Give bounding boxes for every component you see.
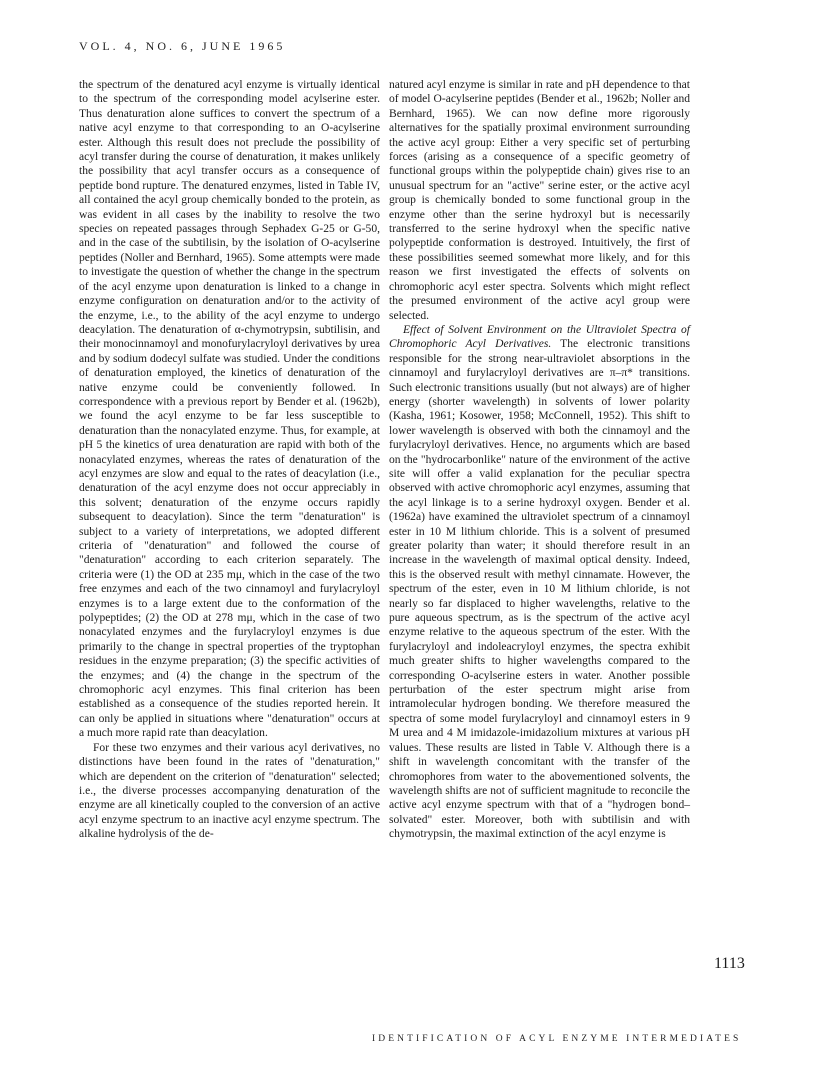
running-head-text: VOL. 4, NO. 6, JUNE 1965 — [79, 39, 286, 53]
running-head — [79, 39, 285, 54]
running-foot: IDENTIFICATION OF ACYL ENZYME INTERMEDIATES — [372, 1034, 742, 1044]
left-paragraph-2: For these two enzymes and their various acyl derivatives, no distinctions have been found in the rates of "denaturation," which are dependent on the criterion of "denaturation" selected; i.e., the diverse processes accompanying denaturation of the enzyme are all kinetically coupled to the conversion of an active acyl enzyme spectrum to an inactive acyl enzyme spectrum. The alkaline hydrolysis of the de- — [79, 741, 380, 841]
page-number: 1113 — [714, 955, 745, 972]
right-paragraph-1: natured acyl enzyme is similar in rate and pH dependence to that of model O-acylserine peptides (Bender et al., 1962b; Noller and Bernhard, 1965). We can now define more rigorously alternatives for the spatially proximal environment surrounding the active acyl group: Either a very specific set of perturbing forces (arising as a consequence of a specific geometry of functional groups within the polypeptide chain) gives rise to an unusual spectrum for an "active" serine ester, or the active acyl group is chemically bonded to some functional group in the enzyme other than the serine hydroxyl but is necessarily transferred to the serine hydroxyl when the specific native polypeptide conformation is destroyed. Intuitively, the first of these possibilities seemed somewhat more likely, and for this reason we first investigated the effects of solvents on chromophoric acyl ester spectra. Solvents which might reflect the presumed environment of the active acyl group were selected. — [389, 79, 690, 322]
right-column — [389, 78, 690, 842]
right-paragraph-2 — [389, 323, 690, 842]
left-column — [79, 78, 380, 842]
left-paragraph-1: the spectrum of the denatured acyl enzyme is virtually identical to the spectrum of the corresponding model acylserine ester. Thus denaturation alone suffices to convert the spectrum of a native acyl enzyme to that corresponding to an O-acylserine ester. Although this result does not preclude the possibility of acyl transfer during the course of denaturation, it makes unlikely the possibility that acyl transfer occurs as a consequence of peptide bond rupture. The denatured enzymes, listed in Table IV, all contained the acyl group chemically bonded to the protein, as was evident in all cases by the inability to resolve the two species on repeated passages through Sephadex G-25 or G-50, and in the case of the subtilisin, by the isolation of O-acylserine peptides (Noller and Bernhard, 1965). Some attempts were made to investigate the question of whether the change in the spectrum of the acyl enzyme upon denaturation is linked to a change in enzyme configuration on denaturation and/or to the activity of the enzyme, i.e., to the ability of the acyl enzyme to undergo deacylation. The denaturation of α-chymotrypsin, subtilisin, and their monocinnamoyl and monofurylacryloyl derivatives by urea and by sodium dodecyl sulfate was studied. Under the conditions of denaturation employed, the kinetics of denaturation of the native enzyme could be conveniently followed. In correspondence with a previous report by Bender et al. (1962b), we found the acyl enzyme to be far less susceptible to denaturation than the nonacylated enzyme. Thus, for example, at pH 5 the kinetics of urea denaturation are rapid with both of the nonacylated enzymes, whereas the rates of denaturation of the acyl enzymes are slow and equal to the rates of deacylation (i.e., denaturation of the acyl enzyme does not occur appreciably in this solvent; denaturation of the enzyme occurs rapidly subsequent to deacylation). Since the term "denaturation" is subject to a variety of interpretations, we adopted different criteria of "denaturation" and followed the course of "denaturation" according to each criterion separately. The criteria were (1) the OD at 235 mμ, which in the case of the two free enzymes and each of the two cinnamoyl and furylacryloyl enzymes is to a large extent due to the conformation of the polypeptides; (2) the OD at 278 mμ, which in the case of two nonacylated enzymes and the furylacryloyl enzymes is due primarily to the change in spectral properties of the tryptophan residues in the enzyme preparation; (3) the specific activities of the enzymes; and (4) the change in the spectrum of the chromophoric acyl enzymes. This final criterion has been established as a consequence of the studies reported herein. It can only be applied in situations where "denaturation" occurs at a much more rapid rate than deacylation. — [79, 79, 380, 740]
section-heading: Effect of Solvent Environment on the Ultraviolet Spectra of Chromophoric Acyl Derivatives. — [389, 323, 690, 351]
right-paragraph-2-body: The electronic transitions responsible for the strong near-ultraviolet absorptions in the cinnamoyl and furylacryloyl derivatives are π–π* transitions. Such electronic transitions usually (but not always) are of higher energy (shorter wavelength) in solvents of lower polarity (Kasha, 1961; Kosower, 1958; McConnell, 1952). This shift to lower wavelength is observed with both the cinnamoyl and the furylacryloyl derivatives. Hence, no arguments which are based on the "hydrocarbonlike" nature of the environment of the active site will offer a valid explanation for the peculiar spectra observed with active chromophoric acyl enzymes, assuming that the acyl linkage is to a serine hydroxyl oxygen. Bender et al. (1962a) have examined the ultraviolet spectrum of a cinnamoyl ester in 10 M lithium chloride. This is a solvent of presumed greater polarity than water; it should therefore result in an increase in the wavelength of maximal optical density. Indeed, this is the observed result with methyl cinnamate. However, the spectrum of the ester, even in 10 M lithium chloride, is not nearly so far displaced to higher wavelengths, relative to the pure aqueous spectrum, as is the spectrum of the active acyl enzyme relative to the aqueous spectrum of the ester. With the furylacryloyl and indoleacryloyl enzymes, the spectra exhibit much greater shifts to higher wavelengths compared to the corresponding O-acylserine esters in water. Another possible perturbation of the ester spectrum might arise from intramolecular hydrogen bonding. We therefore measured the spectra of some model furylacryloyl and cinnamoyl esters in 9 M urea and 4 M imidazole-imidazolium mixtures at various pH values. These results are listed in Table V. Although there is a shift in wavelength concomitant with the transfer of the chromophores from water to the abovementioned solvents, the wavelength shifts are not of sufficient magnitude to reconcile the active acyl enzyme spectrum with that of a "hydrogen bond–solvated" ester. Moreover, both with subtilisin and with chymotrypsin, the maximal extinction of the acyl enzyme is — [389, 338, 691, 841]
